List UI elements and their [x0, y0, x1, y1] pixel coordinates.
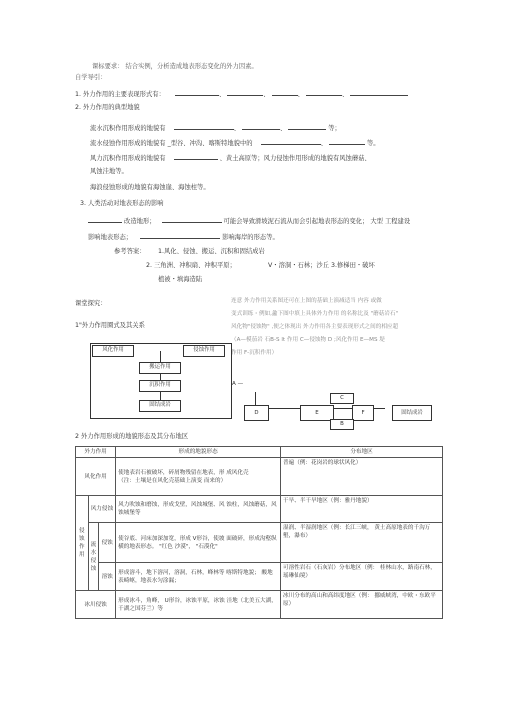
- blank: [306, 89, 342, 96]
- cell-karst-landform: 形成溶斗，地下溶河，溶洞，石林，峰林等 喀斯特地貌； 酸地表崎岖，地表水匀涂漏；: [116, 563, 281, 591]
- answer-2a: 2. 三角洲、冲积扇、冲积平原；: [146, 262, 236, 269]
- q3-line-1-end: 可能会导致滑坡泥石流从而会引起地表形态的变化； 大型 工程建设: [223, 218, 411, 225]
- q3-line-1: [88, 216, 410, 226]
- note-line-3: 风化物"侵蚀物" ,便之体现出 外力作用各主要表现形式之间的相应超: [231, 324, 399, 330]
- cell-wind-distribution: 干旱、半干旱地区（例：雅丹地貌）: [281, 496, 443, 523]
- cell-text: （注：土壤是在风化壳基础上演变 而来的）: [118, 477, 227, 484]
- blank: [288, 123, 326, 130]
- cell-water-landform: 使谷底、河床加深加宽，形成 V形谷，使坡 面破碎，形成沟壑纵横的地表形态。 "红色 沙漠"， "石漠化": [116, 523, 281, 563]
- cell-weathering: 风化作用: [76, 458, 116, 496]
- box-lithification: 固结成岩: [139, 400, 181, 412]
- blank: [140, 232, 220, 239]
- diagram-line: [90, 343, 232, 344]
- answer-2b: V・溶洞・石林；沙丘 3.修梯田・破坏: [268, 262, 375, 269]
- q2-line-3-text: 风力沉积作用形成的地貌有: [90, 155, 166, 162]
- q2-line-3: [90, 153, 371, 163]
- curriculum-goal: 课标要求： 结合实例，分析造成地表形态变化的外力因素。: [92, 63, 258, 70]
- q3-line-2-text: 影响地表形态；: [88, 234, 133, 241]
- note-line-4: （A—模茄岩 石B-S lt 作用 C—侵蚀物 D ;风化作用 E—MS 堤: [231, 337, 385, 343]
- box-c: C: [330, 393, 354, 404]
- blank: [350, 89, 408, 96]
- blank: [162, 216, 222, 223]
- q2-line-2: 流水侵蚀作用形成的地貌有 _型谷、冲沟、喀斯特地貌中的 、 等。: [90, 140, 380, 147]
- question-1-text: 1. 外力作用的主要表现形式有：: [75, 91, 165, 98]
- part-1-title: 1"外力作用圈式及其关系: [75, 322, 145, 329]
- cell-glacial-erosion: 冰川侵蚀: [76, 591, 116, 619]
- blank: [227, 89, 263, 96]
- q2-line-1-end: 等；: [328, 125, 341, 132]
- q2-line-2-end: 等。: [366, 140, 380, 147]
- explore-title: 课堂探究：: [75, 300, 107, 307]
- answer-label: 参考答案：: [114, 248, 146, 255]
- box-f: F: [352, 405, 374, 421]
- table-row: [76, 591, 443, 619]
- q2-line-1-text: 流水沉积作用形成的地貌有: [90, 125, 166, 132]
- header-process: 外力作用: [76, 447, 116, 458]
- q2-line-2-text: 流水侵蚀作用形成的地貌有 _型谷、冲沟、喀斯特地貌中的: [90, 140, 253, 147]
- landform-table: [75, 446, 443, 619]
- question-3: 3. 人类活动对地表形态的影响: [80, 200, 164, 207]
- blank: [88, 216, 122, 223]
- cell-erosion-sub: 侵蚀: [99, 523, 116, 563]
- q2-line-4: 风蚀洼地等。: [90, 168, 128, 175]
- cell-dissolution: 溶蚀: [99, 563, 116, 591]
- cell-karst-distribution: 可溶性岩石（石灰岩）分布地区（例： 桂林山水，路南石林，瑶琳仙境）: [281, 563, 443, 591]
- table-row: [76, 523, 443, 563]
- box-lithification-2: 固结成岩: [392, 405, 432, 421]
- cell-weathering-landform: [116, 458, 281, 496]
- box-erosion: 侵蚀作用: [183, 345, 225, 357]
- cell-glacial-landform: 形成冰斗，角峰， U形谷，冰蚀平原，冰蚀 洼地（北美五大湖，千湖之国芬兰）等: [116, 591, 281, 619]
- q2-line-3-end: 、黄土高原等；风力侵蚀作用形成的地貌有风蚀蘑菇、: [219, 155, 371, 162]
- box-weathering: 风化作用: [92, 345, 134, 357]
- header-distribution: 分布地区: [281, 447, 443, 458]
- box-e: E: [300, 405, 334, 421]
- blank: [175, 89, 219, 96]
- blank: [174, 153, 218, 160]
- diagram-line: [90, 418, 232, 419]
- table-row: [76, 563, 443, 591]
- label-a: A —: [232, 381, 244, 387]
- cell-water-erosion: 流水侵蚀: [88, 523, 99, 591]
- q2-line-1: 流水沉积作用形成的地貌有 、 、 等；: [90, 125, 341, 132]
- note-line-1: 连意 外力作用关系图还可在上图的基础上演减适当 内容 或做: [231, 298, 382, 304]
- table-header-row: [76, 447, 443, 458]
- cell-weathering-distribution: 普遍（例：花岗岩的球状风化）: [281, 458, 443, 496]
- q2-line-5: 海浪侵蚀形成的地貌有海蚀崖、海蚀柱等。: [90, 184, 210, 191]
- q3-line-2-end: 影响海岸的形态等。: [222, 234, 279, 241]
- answer-1: 1.风化、侵蚀、搬运、沉积和固结成岩: [158, 248, 265, 255]
- blank: [329, 138, 365, 145]
- cell-water-distribution: 湿润、半湿润地区（例：长江三峡， 黄土高原地表的千沟万壑，瀑布）: [281, 523, 443, 563]
- blank: [261, 138, 321, 145]
- answer-3: 植被・填海造陆: [158, 276, 203, 283]
- q3-line-1-text: 改造地形；: [124, 218, 156, 225]
- box-d: D: [244, 405, 269, 421]
- blank: [242, 123, 280, 130]
- box-deposition: 沉积作用: [139, 380, 181, 392]
- cell-glacial-distribution: 冰川分布的高山和高纬度地区（例： 挪威峡湾，中欧・东欧平原）: [281, 591, 443, 619]
- diagram-line: [90, 343, 91, 418]
- table-row: [76, 458, 443, 496]
- table-title: 2 外力作用形成的地貌形态及其分布地区: [75, 433, 189, 440]
- guide-title: 自学导引：: [75, 74, 107, 81]
- cell-wind-landform: 风力吹蚀和磨蚀，形成戈壁，风蚀城堡、风 蚀柱，风蚀蘑菇，风蚀城堡等: [116, 496, 281, 523]
- table-row: [76, 496, 443, 523]
- box-b: B: [330, 419, 354, 430]
- cell-erosion-group: 侵蚀作用: [76, 496, 89, 591]
- blank: [272, 89, 298, 96]
- question-2: 2. 外力作用的典型地貌: [75, 104, 140, 111]
- cell-text: 使地表岩石被破坏，碎屑物残留在地表，形 成风化壳: [118, 469, 249, 476]
- box-transport: 搬运作用: [139, 362, 181, 374]
- blank: [174, 123, 234, 130]
- header-landform: 形成的地貌形态: [116, 447, 281, 458]
- note-line-2: 变式训练・例如,蠡下图中填上具体外力作用 的名称比及 "蘑菇岩石": [231, 311, 399, 317]
- q3-line-2: [88, 232, 279, 242]
- note-line-5: 作用 F-沉积作用）: [231, 350, 278, 356]
- cell-wind-erosion: 风力侵蚀: [88, 496, 116, 523]
- question-1: 1. 外力作用的主要表现形式有： 、 、 、 、: [75, 89, 408, 99]
